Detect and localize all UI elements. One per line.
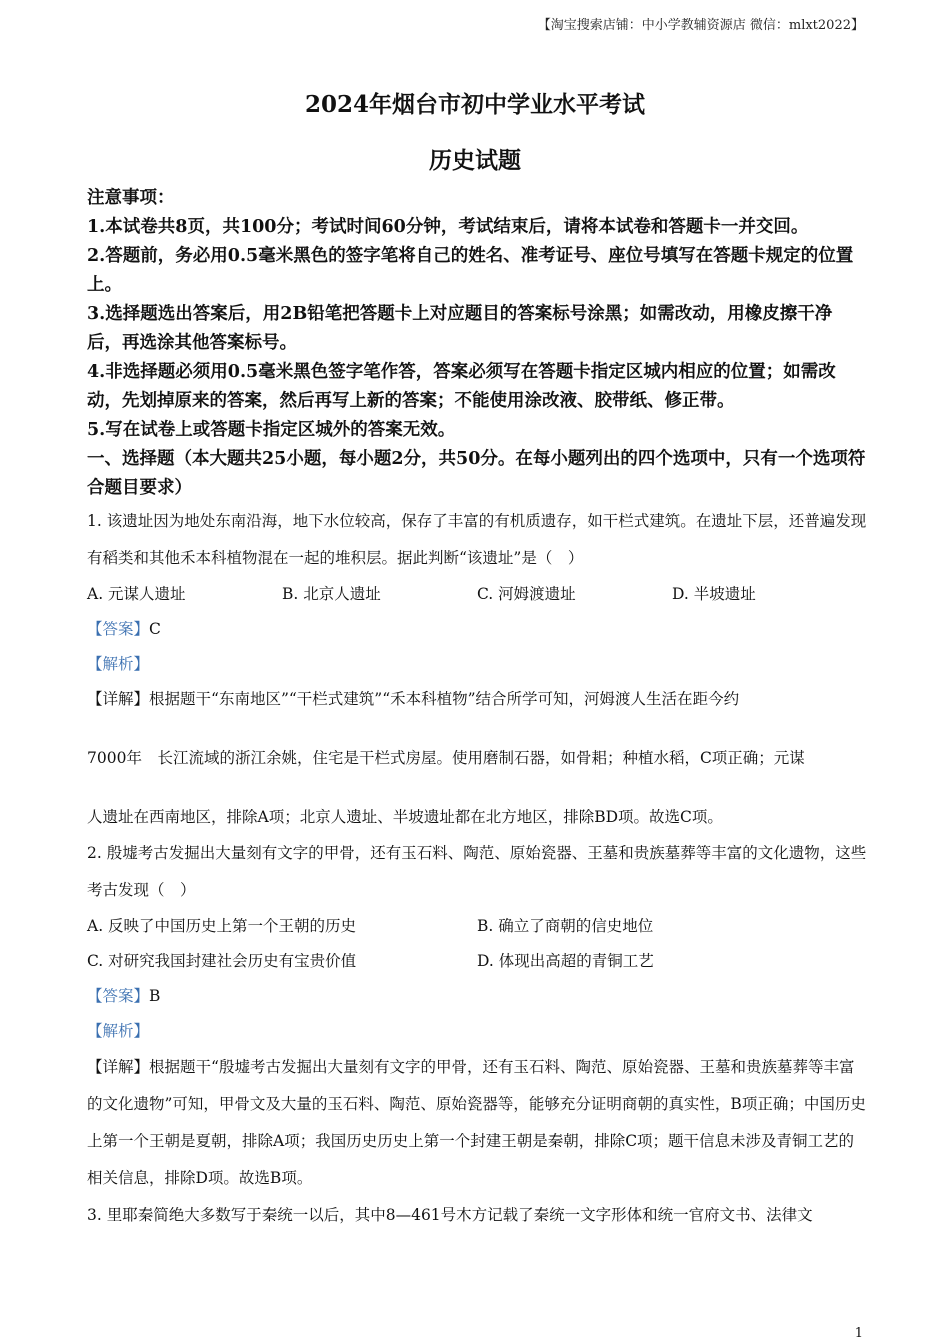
exam-title: 2024年烟台市初中学业水平考试 bbox=[304, 91, 645, 118]
option-c: C. 河姆渡遗址 bbox=[477, 585, 576, 603]
question-2-detail bbox=[87, 1049, 867, 1197]
page-header: 【淘宝搜索店铺：中小学教辅资源店 微信：mlxt2022】 bbox=[537, 18, 864, 33]
page-number: 1 bbox=[854, 1326, 863, 1341]
analysis-label: 【解析】 bbox=[87, 655, 150, 673]
answer-label: 【答案】 bbox=[87, 987, 150, 1005]
question-2-options bbox=[87, 944, 867, 979]
option-a: A. 元谋人遗址 bbox=[87, 585, 186, 603]
option-d: D. 体现出高超的青铜工艺 bbox=[477, 952, 654, 970]
question-2-stem: 2. 殷墟考古发掘出大量刻有文字的甲骨，还有玉石料、陶范、原始瓷器、王墓和贵族墓葬等丰富的文化遗物，这些考古发现（ ） bbox=[87, 844, 867, 899]
option-c: C. 对研究我国封建社会历史有宝贵价值 bbox=[87, 952, 357, 970]
answer-value: C bbox=[149, 620, 161, 638]
exam-body bbox=[87, 184, 867, 1234]
question-3-stem: 3. 里耶秦简绝大多数写于秦统一以后，其中8—461号木方记载了秦统一文字形体和统一官府文书、法律文 bbox=[87, 1206, 813, 1224]
question-1-stem: 1. 该遗址因为地处东南沿海，地下水位较高，保存了丰富的有机质遗存，如干栏式建筑。在遗址下层，还普遍发现有稻类和其他禾本科植物混在一起的堆积层。据此判断“该遗址”是（ ） bbox=[87, 512, 867, 567]
question-2-options bbox=[87, 909, 867, 944]
notice-item: 4.非选择题必须用0.5毫米黑色签字笔作答，答案必须写在答题卡指定区城内相应的位置；如需改动，先划掉原来的答案，然后再写上新的答案；不能使用涂改液、胶带纸、修正带。 bbox=[87, 362, 836, 411]
notice-heading: 注意事项： bbox=[87, 188, 175, 208]
exam-subject: 历史试题 bbox=[429, 147, 521, 174]
question-1-detail bbox=[87, 682, 867, 717]
detail-text: 人遗址在西南地区，排除A项；北京人遗址、半坡遗址都在北方地区，排除BD项。故选C项。 bbox=[87, 808, 723, 826]
detail-text: 根据题干“殷墟考古发掘出大量刻有文字的甲骨，还有玉石料、陶范、原始瓷器、王墓和贵族墓葬等丰富的文化遗物”可知，甲骨文及大量的玉石料、陶范、原始瓷器等，能够充分证明商朝的真实性，B项正确；中国历史上第一个王朝是夏朝，排除A项；我国历史历史上第一个封建王朝是秦朝，排除C项；题干信息未涉及青铜工艺的相关信息，排除D项。故选B项。 bbox=[87, 1058, 866, 1187]
section-heading: 一、选择题（本大题共25小题，每小题2分，共50分。在每小题列出的四个选项中，只有一个选项符合题目要求） bbox=[87, 449, 866, 498]
notice-item: 3.选择题选出答案后，用2B铅笔把答题卡上对应题目的答案标号涂黑；如需改动，用橡皮擦干净后，再选涂其他答案标号。 bbox=[87, 304, 833, 353]
detail-text: 根据题干“东南地区”“干栏式建筑”“禾本科植物”结合所学可知，河姆渡人生活在距今约 bbox=[149, 690, 740, 708]
option-b: B. 北京人遗址 bbox=[282, 585, 381, 603]
option-d: D. 半坡遗址 bbox=[672, 585, 756, 603]
option-b: B. 确立了商朝的信史地位 bbox=[477, 917, 654, 935]
detail-text: 7000年 长江流域的浙江余姚，住宅是干栏式房屋。使用磨制石器，如骨耜；种植水稻，C项正确；元谋 bbox=[87, 749, 805, 767]
option-a: A. 反映了中国历史上第一个王朝的历史 bbox=[87, 917, 357, 935]
question-1-answer bbox=[87, 612, 867, 647]
analysis-label: 【解析】 bbox=[87, 1022, 150, 1040]
answer-label: 【答案】 bbox=[87, 620, 150, 638]
answer-value: B bbox=[149, 987, 161, 1005]
notice-item: 5.写在试卷上或答题卡指定区城外的答案无效。 bbox=[87, 420, 456, 440]
question-1-options bbox=[87, 577, 867, 612]
detail-label: 【详解】 bbox=[87, 1058, 150, 1076]
notice-item: 1.本试卷共8页，共100分；考试时间60分钟，考试结束后，请将本试卷和答题卡一并交回。 bbox=[87, 217, 809, 237]
notice-item: 2.答题前，务必用0.5毫米黑色的签字笔将自己的姓名、准考证号、座位号填写在答题卡规定的位置上。 bbox=[87, 246, 854, 295]
detail-label: 【详解】 bbox=[87, 690, 150, 708]
question-2-answer bbox=[87, 979, 867, 1014]
